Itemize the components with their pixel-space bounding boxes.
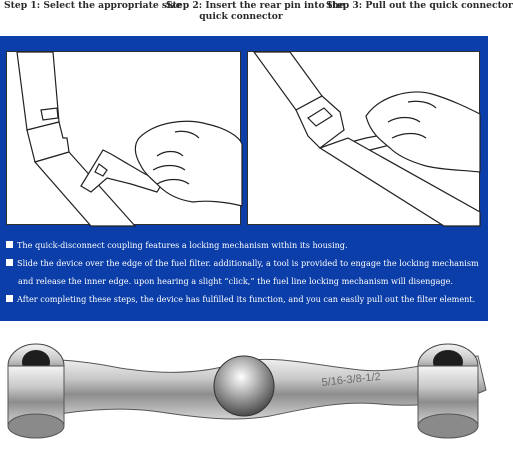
instruction-notes xyxy=(6,236,484,308)
note-2-text: Slide the device over the edge of the fuel filter. additionally, a tool is provided to engage the locking mechanism xyxy=(17,258,479,268)
step-1-text: Step 1: Select the appropriate size xyxy=(4,0,182,11)
step-2-drawing xyxy=(7,52,242,226)
bullet-square-icon xyxy=(6,295,13,302)
step-2-caption xyxy=(166,0,345,22)
note-1-text: The quick-disconnect coupling features a locking mechanism within its housing. xyxy=(17,240,348,250)
note-2 xyxy=(6,254,484,290)
steps-header xyxy=(0,0,513,34)
note-3 xyxy=(6,290,484,308)
step-1-caption xyxy=(4,0,182,11)
step-3-caption xyxy=(326,0,513,11)
product-photo xyxy=(0,326,488,447)
note-3-text: After completing these steps, the device has fulfilled its function, and you can easily pull out the filter element. xyxy=(17,294,476,304)
step-3-drawing xyxy=(248,52,481,226)
illustration-step-2 xyxy=(6,51,241,225)
size-engraving: 5/16-3/8-1/2 xyxy=(321,370,382,389)
bullet-square-icon xyxy=(6,241,13,248)
step-2-text-line1: Step 2: Insert the rear pin into the xyxy=(166,0,345,11)
illustration-step-3 xyxy=(247,51,480,225)
note-1 xyxy=(6,236,484,254)
note-2-continuation: and release the inner edge. upon hearing a slight “click,” the fuel line locking mechanism will disengage. xyxy=(18,276,454,286)
step-2-text-line2: quick connector xyxy=(199,11,283,22)
bullet-square-icon xyxy=(6,259,13,266)
step-3-text: Step 3: Pull out the quick connector xyxy=(326,0,513,11)
disconnect-tool-image xyxy=(0,326,488,447)
